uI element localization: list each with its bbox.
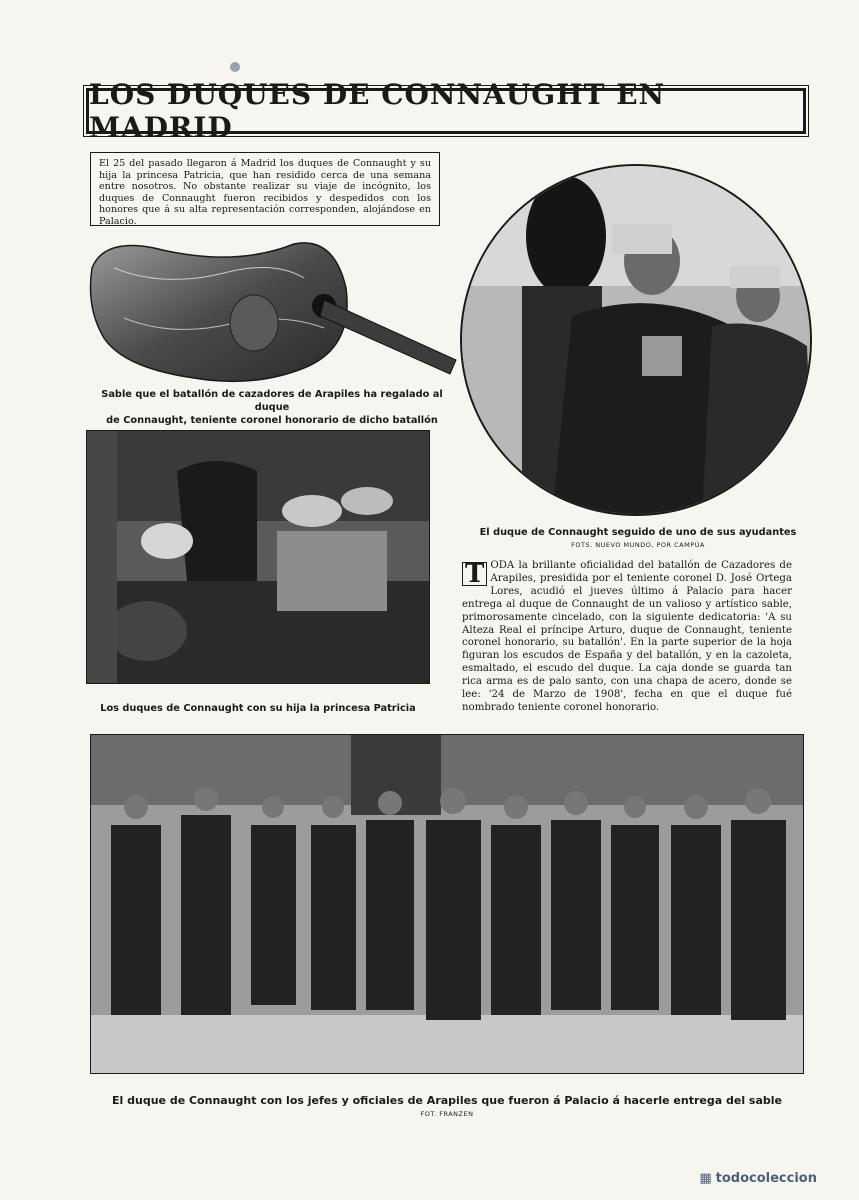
headline: LOS DUQUES DE CONNAUGHT EN MADRID xyxy=(89,78,666,144)
article-body xyxy=(462,560,792,715)
carriage-photo xyxy=(86,430,430,684)
group-caption: El duque de Connaught con los jefes y oficiales de Arapiles que fueron á Palacio á hacerle entrega del sable xyxy=(112,1094,782,1107)
duke-caption: El duque de Connaught seguido de uno de sus ayudantes xyxy=(479,527,797,538)
watermark-text: todocoleccion xyxy=(715,1171,817,1186)
watermark xyxy=(699,1171,817,1186)
group-credit: FOT. FRANZEN xyxy=(420,1110,474,1118)
drop-cap: T xyxy=(462,562,487,586)
group-photo xyxy=(90,734,804,1074)
duke-portrait-photo xyxy=(460,164,812,516)
carriage-image xyxy=(87,431,430,684)
duke-portrait-image xyxy=(462,166,812,516)
watermark-logo-icon: ▦ xyxy=(699,1171,712,1186)
article-text: ODA la brillante oficialidad del batallón de Cazadores de Arapiles, presidida por el teniente coronel D. José Ortega Lores, acudió el jueves último á Palacio para hacer entrega al duque de Connaught de un valioso y artístico sable, primorosamente cincelado, con la siguiente dedicatoria: 'A su Alteza Real el príncipe Arturo, duque de Connaught, teniente coronel honorario, su batallón'. En la parte superior de la hoja figuran los escudos de España y del batallón, y en la cazoleta, esmaltado, el escudo del duque. La caja donde se guarda tan rica arma es de palo santo, con una chapa de acero, donde se lee: '24 de Marzo de 1908', fecha en que el duque fué nombrado teniente coronel honorario. xyxy=(462,560,792,713)
group-image xyxy=(91,735,804,1074)
pin-mark xyxy=(230,62,240,72)
sword-caption: Sable que el batallón de cazadores de Arapiles ha regalado al duque de Connaught, teniente coronel honorario de dicho batallón xyxy=(101,389,443,426)
carriage-caption: Los duques de Connaught con su hija la princesa Patricia xyxy=(100,703,416,714)
sword-illustration xyxy=(84,228,460,388)
intro-box: El 25 del pasado llegaron á Madrid los duques de Connaught y su hija la princesa Patricia, que han residido cerca de una semana entre nosotros. No obstante realizar su viaje de incógnito, los duques de Connaught fueron recibidos y despedidos con los honores que á su alta representación corresponden, alojándose en Palacio. xyxy=(90,152,440,226)
duke-credit: FOTS. NUEVO MUNDO, POR CAMPÚA xyxy=(571,541,705,549)
headline-box xyxy=(86,78,806,144)
